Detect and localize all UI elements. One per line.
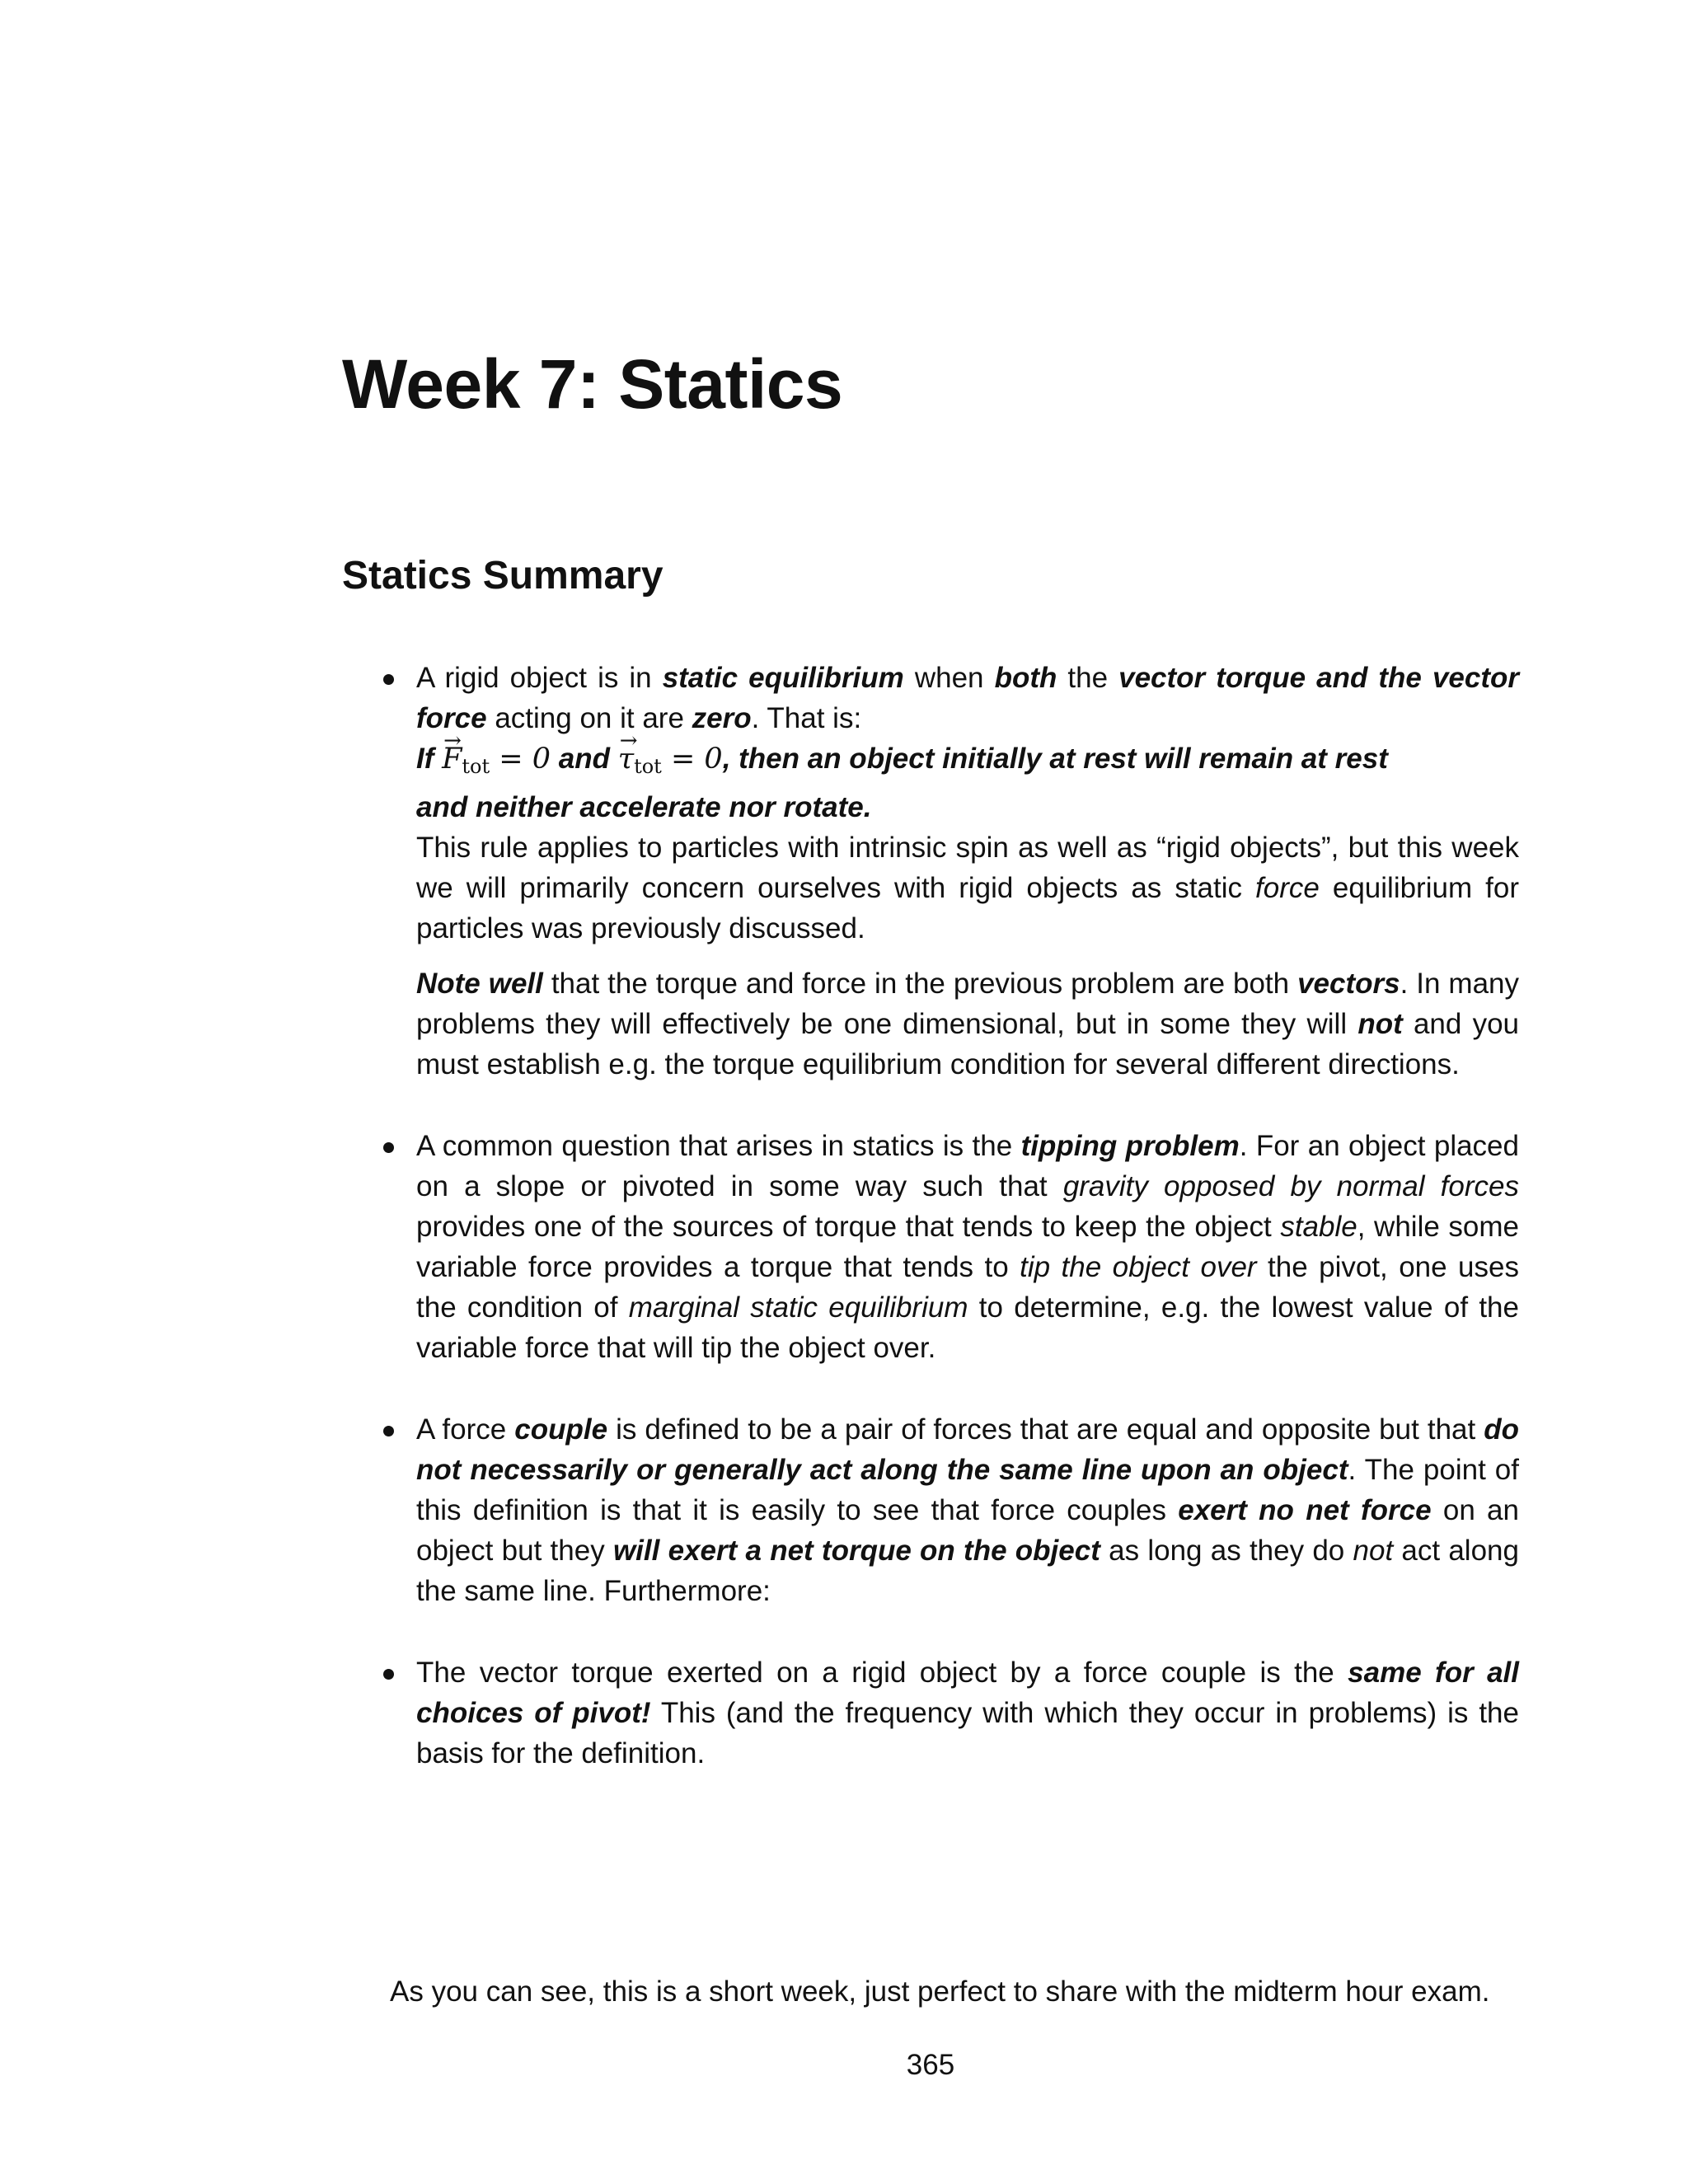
equilibrium-rule bbox=[416, 738, 1422, 827]
text-run: when bbox=[903, 662, 995, 694]
emphasis-bold-italic: not bbox=[1357, 1008, 1403, 1040]
text-run: equilibrium for particles was previously discussed. bbox=[416, 872, 1519, 944]
paragraph bbox=[416, 658, 1519, 738]
bullet-couple-torque bbox=[383, 1652, 1519, 1774]
text-run: The vector torque exerted on a rigid object by a force couple is the bbox=[416, 1657, 1348, 1689]
bullet-marker bbox=[383, 674, 394, 685]
text-run: . In many problems they will effectively be one dimensional, but in some they will bbox=[416, 968, 1520, 1040]
emphasis-italic: marginal static equilibrium bbox=[628, 1291, 968, 1324]
emphasis-bold-italic: vectors bbox=[1297, 968, 1400, 1000]
emphasis-italic: tip the object over bbox=[1020, 1251, 1257, 1283]
text-run: is defined to be a pair of forces that are equal and opposite but that bbox=[607, 1413, 1484, 1446]
emphasis-bold-italic: static equilibrium bbox=[662, 662, 904, 694]
bullet-marker bbox=[383, 1669, 394, 1680]
emphasis-italic: gravity opposed by normal forces bbox=[1062, 1170, 1519, 1202]
emphasis-bold-italic: both bbox=[994, 662, 1057, 694]
text-run: the bbox=[1057, 662, 1119, 694]
text-run: act along the same line. Furthermore: bbox=[416, 1535, 1519, 1607]
text-run: the pivot, one uses the condition of bbox=[416, 1251, 1519, 1324]
section-title: Statics Summary bbox=[342, 554, 663, 598]
force-total-expression bbox=[442, 743, 551, 776]
emphasis-bold-italic: tipping problem bbox=[1020, 1130, 1240, 1162]
text-run: A force bbox=[416, 1413, 515, 1446]
emphasis-bold-italic: do not necessarily or generally act along the same line upon an object bbox=[416, 1413, 1520, 1486]
force-subscript: tot bbox=[462, 755, 490, 778]
rule-if: If bbox=[416, 743, 443, 775]
chapter-title: Week 7: Statics bbox=[342, 345, 843, 423]
text-run: and you must establish e.g. the torque equilibrium condition for several different directions. bbox=[416, 1008, 1520, 1080]
summary-bullet-list bbox=[383, 658, 1519, 1774]
rule-conclusion: , then an object initially at rest will remain at rest and neither accelerate nor rotate. bbox=[416, 743, 1388, 823]
paragraph bbox=[416, 827, 1519, 949]
emphasis-bold-italic: vector torque and the vector force bbox=[416, 662, 1519, 734]
text-run: . The point of this definition is that it is easily to see that force couples bbox=[416, 1454, 1519, 1526]
paragraph bbox=[416, 963, 1519, 1085]
text-run: , while some variable force provides a torque that tends to bbox=[416, 1211, 1519, 1283]
force-equals-zero: = 0 bbox=[490, 743, 551, 776]
emphasis-bold-italic: same for all choices of pivot! bbox=[416, 1657, 1519, 1729]
torque-equals-zero: = 0 bbox=[661, 743, 723, 776]
paragraph bbox=[416, 1409, 1519, 1611]
closing-remark: As you can see, this is a short week, just perfect to share with the midterm hour exam. bbox=[390, 1975, 1490, 2008]
paragraph bbox=[416, 1126, 1519, 1368]
emphasis-italic: not bbox=[1353, 1535, 1394, 1567]
text-run: to determine, e.g. the lowest value of the variable force that will tip the object over. bbox=[416, 1291, 1519, 1364]
emphasis-bold-italic: zero bbox=[692, 702, 752, 734]
emphasis-bold-italic: will exert a net torque on the object bbox=[612, 1535, 1100, 1567]
text-run: provides one of the sources of torque that tends to keep the object bbox=[416, 1211, 1281, 1243]
text-run: on an object but they bbox=[416, 1494, 1519, 1567]
bullet-tipping-problem bbox=[383, 1126, 1519, 1368]
text-run: as long as they do bbox=[1100, 1535, 1353, 1567]
bullet-static-equilibrium bbox=[383, 658, 1519, 1085]
torque-total-expression bbox=[618, 743, 723, 776]
emphasis-bold-italic: Note well bbox=[416, 968, 543, 1000]
bullet-marker bbox=[383, 1426, 394, 1436]
text-run: . That is: bbox=[751, 702, 862, 734]
force-vector-symbol: → F bbox=[442, 739, 462, 780]
text-run: that the torque and force in the previous problem are both bbox=[542, 968, 1298, 1000]
bullet-force-couple bbox=[383, 1409, 1519, 1611]
text-run: This rule applies to particles with intrinsic spin as well as “rigid objects”, but this week we will primarily concern ourselves with rigid objects as static bbox=[416, 832, 1519, 904]
emphasis-bold-italic: couple bbox=[514, 1413, 608, 1446]
rule-and: and bbox=[551, 743, 618, 775]
paragraph bbox=[416, 1652, 1519, 1774]
text-run: . For an object placed on a slope or pivoted in some way such that bbox=[416, 1130, 1519, 1202]
bullet-marker bbox=[383, 1142, 394, 1153]
emphasis-italic: stable bbox=[1280, 1211, 1357, 1243]
torque-vector-symbol: → τ bbox=[618, 739, 634, 780]
text-run: A rigid object is in bbox=[416, 662, 663, 694]
text-run: acting on it are bbox=[486, 702, 692, 734]
emphasis-bold-italic: exert no net force bbox=[1178, 1494, 1432, 1526]
text-run: This (and the frequency with which they occur in problems) is the basis for the definition. bbox=[416, 1697, 1519, 1769]
text-run: A common question that arises in statics is the bbox=[416, 1130, 1021, 1162]
page-number: 365 bbox=[906, 2049, 955, 2081]
emphasis-italic: force bbox=[1255, 872, 1320, 904]
torque-subscript: tot bbox=[634, 755, 662, 778]
